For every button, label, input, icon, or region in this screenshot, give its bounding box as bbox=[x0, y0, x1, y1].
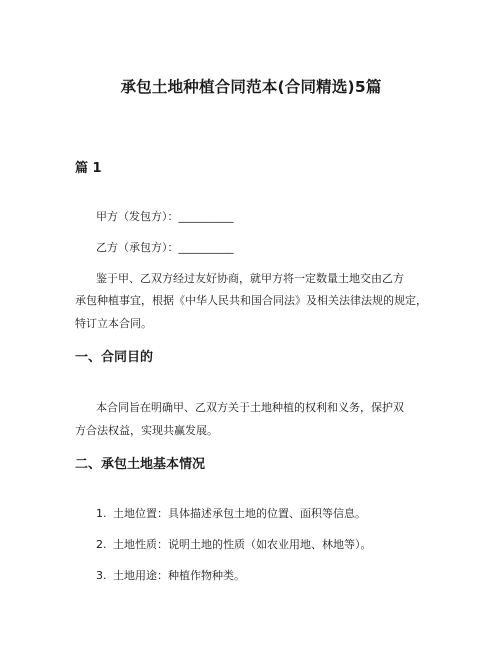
list-item-number: 1. bbox=[96, 507, 107, 520]
list-item bbox=[96, 505, 366, 523]
party-b-line: 乙方（承包方）：__________ bbox=[96, 241, 234, 254]
list-item-number: 2. bbox=[96, 538, 107, 551]
preamble-line-1: 鉴于甲、乙双方经过友好协商，就甲方将一定数量土地交由乙方 bbox=[96, 272, 404, 285]
document-title: 承包土地种植合同范本(合同精选)5篇 bbox=[120, 78, 382, 96]
list-item-text: 土地位置：具体描述承包土地的位置、面积等信息。 bbox=[113, 507, 366, 520]
section-1-line-2: 方合法权益，实现共赢发展。 bbox=[75, 424, 218, 437]
list-item bbox=[96, 536, 372, 554]
party-a-line: 甲方（发包方）：__________ bbox=[96, 210, 234, 223]
section-1-heading: 一、合同目的 bbox=[75, 350, 154, 365]
preamble-line-2: 承包种植事宜，根据《中华人民共和国合同法》及相关法律法规的规定， bbox=[75, 294, 427, 307]
list-item bbox=[96, 567, 245, 585]
part-heading: 篇 1 bbox=[75, 161, 102, 176]
preamble-line-3: 特订立本合同。 bbox=[75, 317, 152, 330]
section-2-heading: 二、承包土地基本情况 bbox=[75, 457, 206, 472]
list-item-number: 3. bbox=[96, 569, 107, 582]
section-1-line-1: 本合同旨在明确甲、乙双方关于土地种植的权利和义务，保护双 bbox=[96, 401, 404, 414]
list-item-text: 土地用途：种植作物种类。 bbox=[113, 569, 245, 582]
list-item-text: 土地性质：说明土地的性质（如农业用地、林地等）。 bbox=[113, 538, 372, 551]
